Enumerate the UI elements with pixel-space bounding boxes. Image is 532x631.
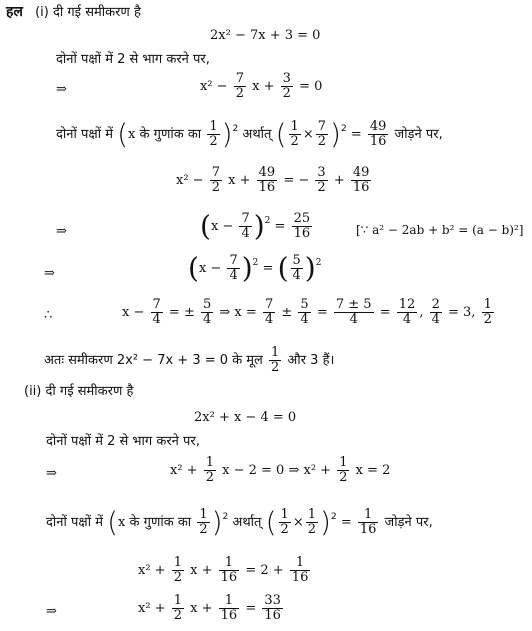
part2-implies-1: ⇒ (46, 466, 57, 481)
part2-eq-added: x² + $\frac{1}{2}$ x + $\frac{1}{16}$ = 2 + $\frac{1}{16}$ (138, 555, 309, 585)
part1-step-divide: दोनों पक्षों में 2 से भाग करने पर, (56, 52, 210, 67)
part1-eq-divided: x² − $\frac{7}{2}$ x + $\frac{3}{2}$ = 0 (200, 71, 323, 101)
part1-eq-square: (x − $\frac{7}{4}$ )$^2$ = $\frac{25}{16}$ (200, 209, 311, 243)
part2-eq-final: x² + $\frac{1}{2}$ x + $\frac{1}{16}$ = $\frac{33}{16}$ (138, 593, 281, 623)
part2-implies-2: ⇒ (46, 604, 57, 619)
part1-eq-added: x² − $\frac{7}{2}$ x + $\frac{49}{16}$ = − $\frac{3}{2}$ + $\frac{49}{16}$ (176, 165, 370, 195)
part2-step-add: दोनों पक्षों में (x के गुणांक का $\frac{1}{2}$ )$^2$ अर्थात् ( $\frac{1}{2}$ × $\frac{1}{2}$ )$^2$ = $\frac{1}{16}$ जोड़ने पर, (46, 505, 433, 539)
part2-step-divide: दोनों पक्षों में 2 से भाग करने पर, (46, 434, 200, 449)
part1-eq-solve: x − $\frac{7}{4}$ = ± $\frac{5}{4}$ ⇒ x = $\frac{7}{4}$ ± $\frac{5}{4}$ = $\frac{7 \pm 5}{4}$ = $\frac{12}{4}$ , $\frac{2}{4}$ = 3, $\frac{1}{2}$ (122, 297, 492, 327)
part1-eq-square-both: (x − $\frac{7}{4}$ )$^2$ = ( $\frac{5}{4}$ )$^2$ (188, 251, 322, 285)
part1-conclusion: अतः समीकरण 2x² − 7x + 3 = 0 के मूल $\frac{1}{2}$ और 3 हैं। (44, 345, 335, 375)
part1-equation: 2x² − 7x + 3 = 0 (210, 28, 321, 43)
part1-implies-1: ⇒ (56, 82, 67, 97)
part1-step-add: दोनों पक्षों में (x के गुणांक का $\frac{1}{2}$ )$^2$ अर्थात् ( $\frac{1}{2}$ × $\frac{7}{2}$ )$^2$ = $\frac{49}{16}$ जोड़ने पर, (56, 117, 443, 151)
solution-heading-line (6, 4, 141, 21)
part1-therefore: ∴ (44, 308, 53, 323)
part1-implies-3: ⇒ (44, 266, 55, 281)
part2-eq-divided: x² + $\frac{1}{2}$ x − 2 = 0 ⇒ x² + $\frac{1}{2}$ x = 2 (170, 455, 391, 485)
part1-label: (i) दी गई समीकरण है (35, 5, 141, 20)
solution-heading: हल (6, 4, 23, 20)
part2-label: (ii) दी गई समीकरण है (24, 384, 134, 399)
identity-note: [∵ a² − 2ab + b² = (a − b)²] (356, 223, 524, 237)
part1-implies-2: ⇒ (56, 224, 67, 239)
part2-equation: 2x² + x − 4 = 0 (194, 410, 297, 425)
